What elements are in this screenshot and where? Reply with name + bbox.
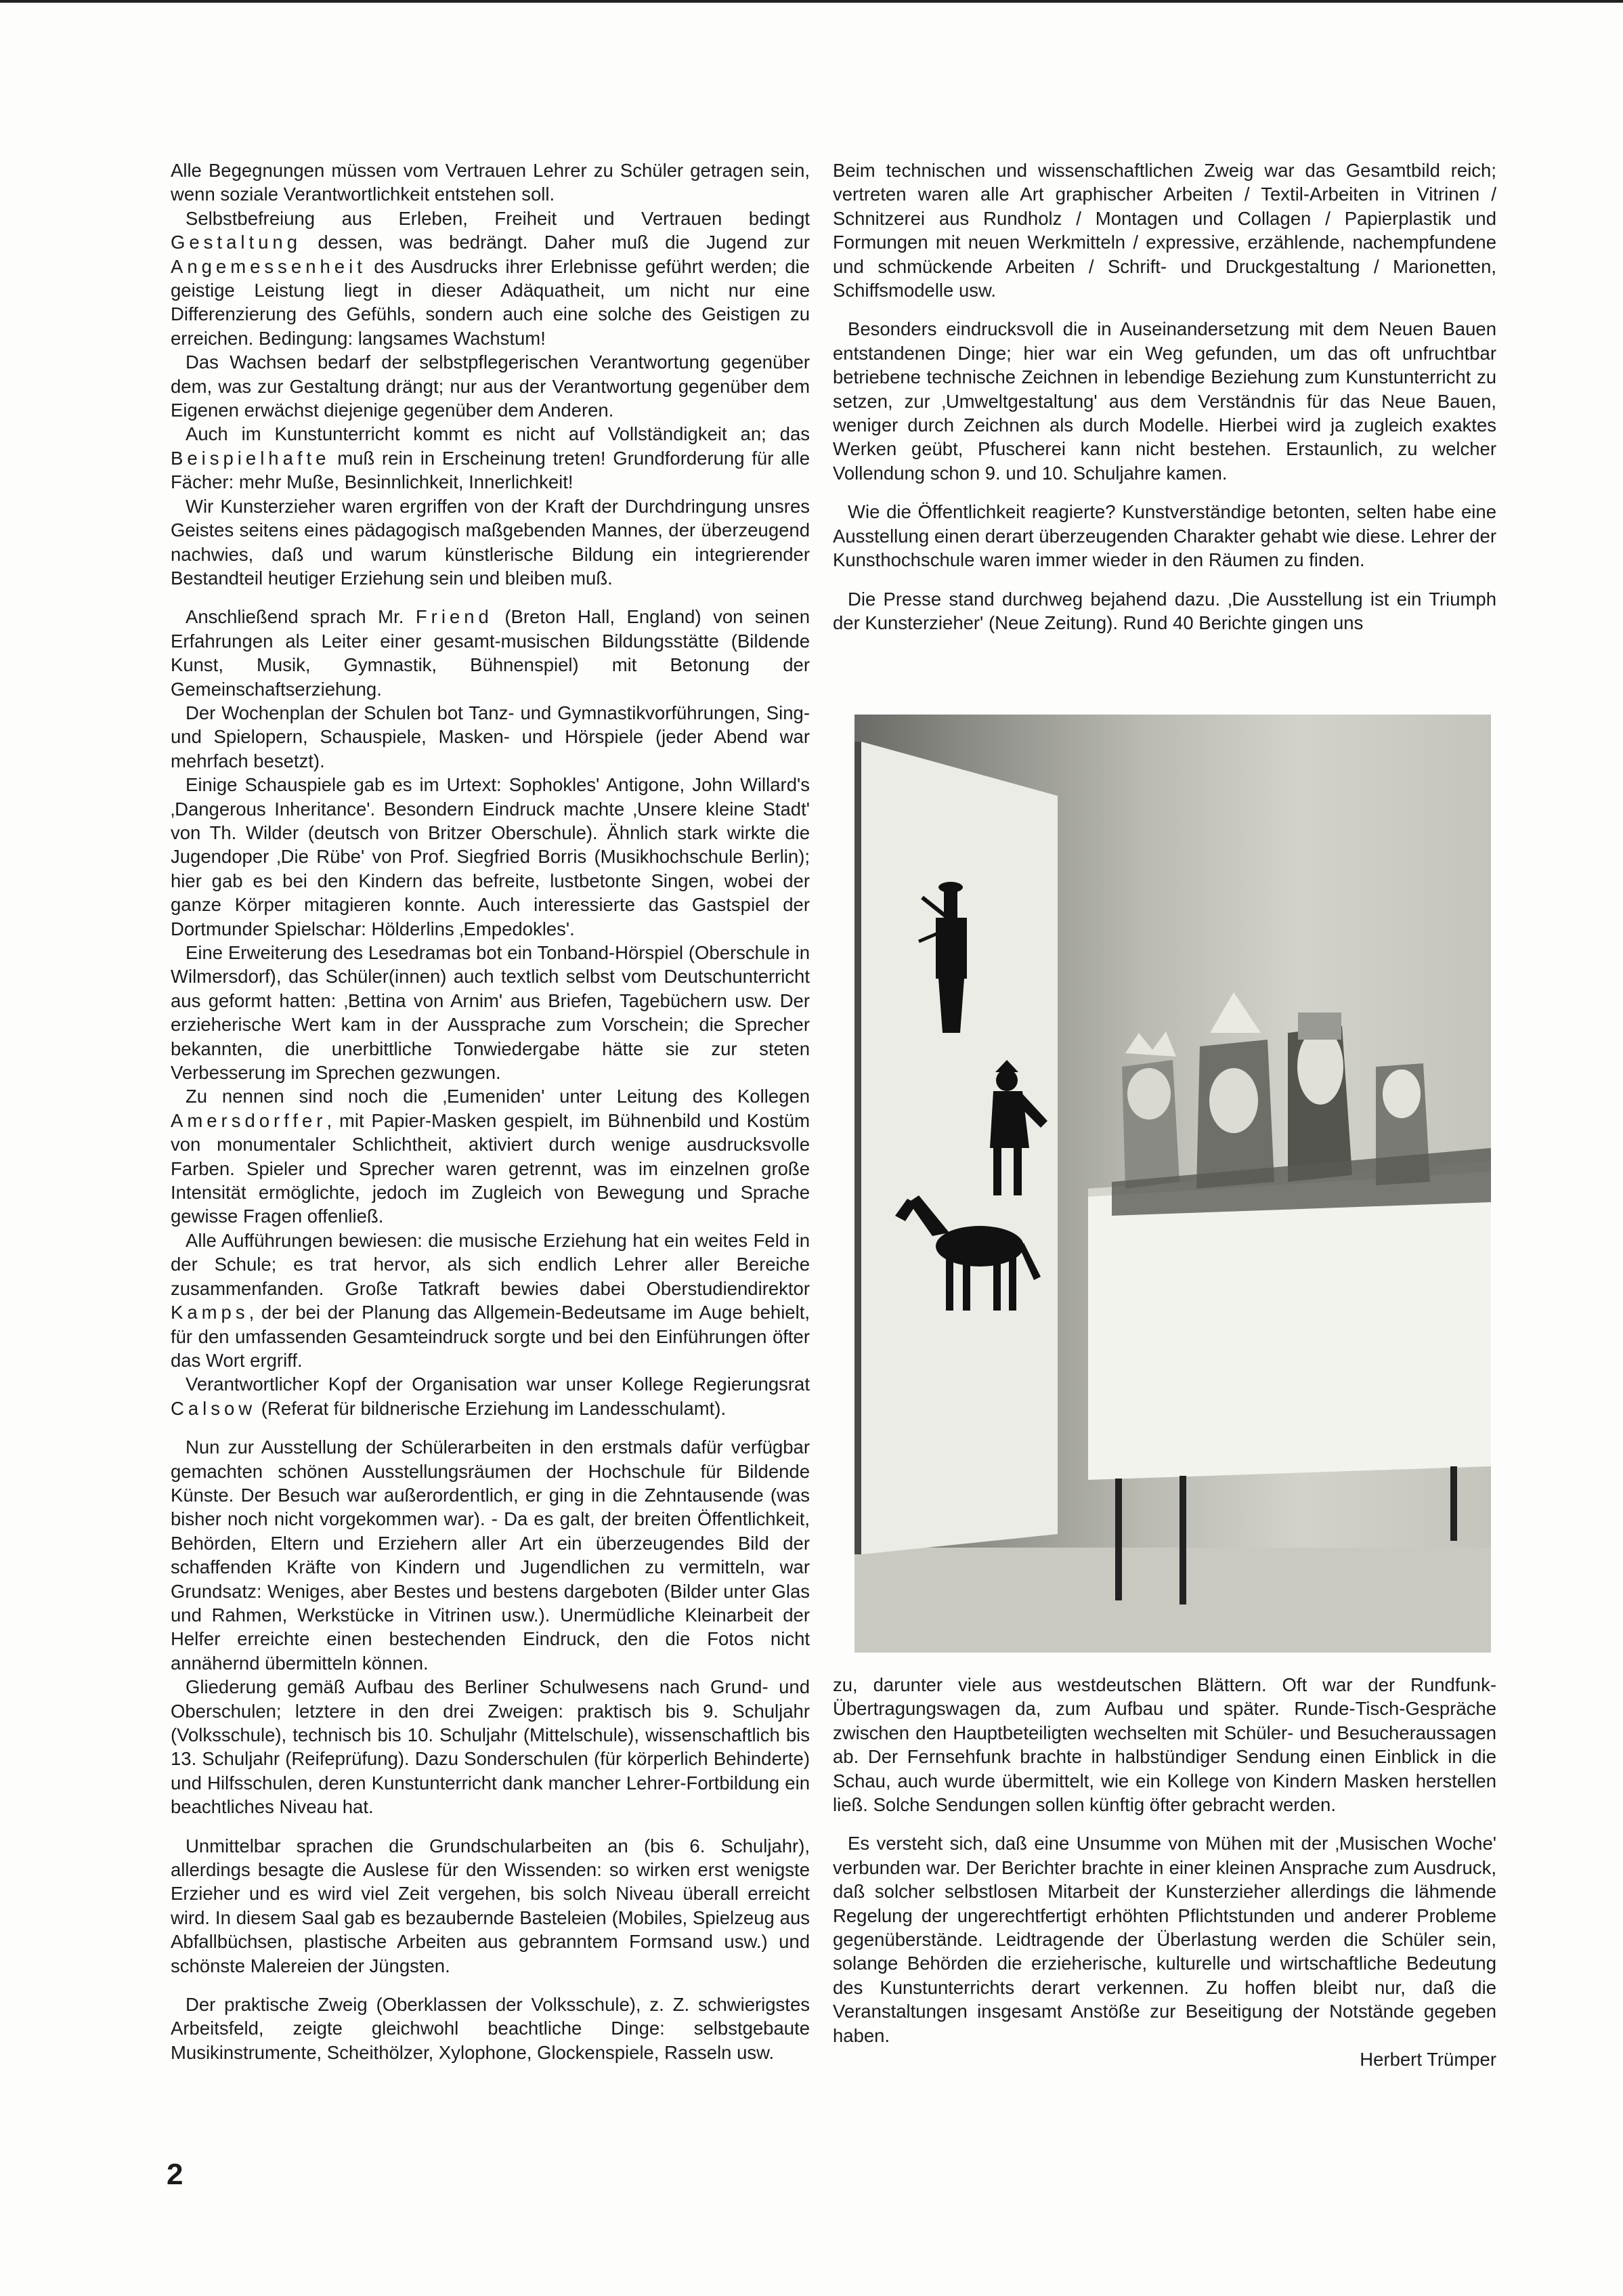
- right-column-top: [833, 158, 1496, 635]
- paragraph: Es versteht sich, daß eine Unsumme von Mühen mit der ‚Musischen Woche' verbunden war. Der Berichter brachte in einer kleinen Ansprache zum Ausdruck, daß solcher selbstlosen Mitarbeit der Kunsterzieher allerdings die lähmende Regelung der ungerechtfertigt erhöhten Pflichtstunden und anderer Probleme gegenüberstände. Leidtragende der Überlastung werden die Schüler sein, solange Behörden die erzieherische, kulturelle und wirtschaftliche Bedeutung des Kunstunterrichts derart verkennen. Zu hoffen bleibt nur, daß die Veranstaltungen insgesamt Anstöße zur Beseitigung der Notstände gegeben haben.: [833, 1833, 1496, 2046]
- paragraph: Unmittelbar sprachen die Grundschularbeiten an (bis 6. Schuljahr), allerdings besagte die Auslese für den Wissenden: so wirken erst wenigste Erzieher und es wird viel Zeit vergehen, bis solch Niveau überall erreicht wird. In diesem Saal gab es bezaubernde Basteleien (Mobiles, Spielzeug aus Abfallbüchsen, plastische Arbeiten aus gebranntem Formsand usw.) und schönste Malereien der Jüngsten.: [171, 1835, 810, 1976]
- left-column: [171, 158, 810, 2064]
- paragraph: Selbstbefreiung aus Erleben, Freiheit und Vertrauen bedingt Gestaltung dessen, was bedrängt. Daher muß die Jugend zur Angemessenheit des Ausdrucks ihrer Erlebnisse geführt werden; die geistige Leistung liegt in dieser Adäquatheit, um nicht nur eine Differenzierung des Gefühls, sondern auch eine solche des Geistigen zu erreichen. Bedingung: langsames Wachstum!: [171, 207, 810, 349]
- photo-drawing: [854, 715, 1491, 1653]
- exhibition-photo: [854, 715, 1491, 1653]
- paragraph: Der praktische Zweig (Oberklassen der Volksschule), z. Z. schwierigstes Arbeitsfeld, zeigte gleichwohl beachtliche Dinge: selbstgebaute Musikinstrumente, Scheithölzer, Xylophone, Glockenspiele, Rasseln usw.: [171, 1994, 810, 2063]
- mask-2: [1196, 992, 1274, 1189]
- paragraph: Alle Begegnungen müssen vom Vertrauen Lehrer zu Schüler getragen sein, wenn soziale Verantwortlichkeit entstehen soll.: [171, 160, 810, 205]
- paragraph: zu, darunter viele aus westdeutschen Blättern. Oft war der Rundfunk-Übertragungswagen da, zum Aufbau und später. Runde-Tisch-Gespräche zwischen den Hauptbeteiligten wechselten mit Schüler- und Besucheraussagen ab. Der Fernsehfunk brachte in halbstündiger Sendung einen Einblick in die Schau, auch wurde übermittelt, wie ein Kollege von Kindern Masken herstellen ließ. Solche Sendungen sollen künftig öfter gebracht werden.: [833, 1674, 1496, 1816]
- paragraph: Eine Erweiterung des Lesedramas bot ein Tonband-Hörspiel (Oberschule in Wilmersdorf), das Schüler(innen) auch textlich selbst vom Deutschunterricht aus geformt hatten: ‚Bettina von Arnim' aus Briefen, Tagebüchern usw. Der erzieherische Wert kam in der Aussprache zum Vorschein; die Sprecher bekannten, die unerbittliche Tonwiedergabe hätte sie zur steten Verbesserung im Sprechen gezwungen.: [171, 942, 810, 1084]
- paragraph: Das Wachsen bedarf der selbstpflegerischen Verantwortung gegenüber dem, was zur Gestaltung drängt; nur aus der Verantwortung gegenüber dem Eigenen erwächst diejenige gegenüber dem Anderen.: [171, 352, 810, 421]
- page-number: 2: [167, 2158, 183, 2191]
- paragraph: Besonders eindrucksvoll die in Auseinandersetzung mit dem Neuen Bauen entstandenen Dinge; hier war ein Weg gefunden, um das oft unfruchtbar betriebene technische Zeichnen in lebendige Beziehung zum Kunstunterricht zu setzen, zur ‚Umweltgestaltung' aus dem Verständnis für das Neue Bauen, weniger durch Zeichnen als durch Modelle. Hierbei wird ja zugleich exaktes Werken geübt, Pfuscherei kann nicht bestehen. Erstaunlich, zu welcher Vollendung schon 9. und 10. Schuljahre kamen.: [833, 318, 1496, 484]
- paragraph: Verantwortlicher Kopf der Organisation war unser Kollege Regierungsrat Calsow (Referat für bildnerische Erziehung im Landesschulamt).: [171, 1374, 810, 1419]
- paragraph: Anschließend sprach Mr. Friend (Breton Hall, England) von seinen Erfahrungen als Leiter einer gesamt-musischen Bildungsstätte (Bildende Kunst, Musik, Gymnastik, Bühnenspiel) mit Betonung der Gemeinschaftserziehung.: [171, 606, 810, 700]
- top-rule: [0, 0, 1623, 3]
- paragraph: Wir Kunsterzieher waren ergriffen von der Kraft der Durchdringung unsres Geistes seitens eines pädagogisch maßgebenden Mannes, der überzeugend nachwies, daß und warum künstlerische Bildung ein integrierender Bestandteil heutiger Erziehung sein und bleiben muß.: [171, 495, 810, 589]
- paragraph: Einige Schauspiele gab es im Urtext: Sophokles' Antigone, John Willard's ‚Dangerous Inheritance'. Besondern Eindruck machte ‚Unsere kleine Stadt' von Th. Wilder (deutsch von Britzer Oberschule). Ähnlich stark wirkte die Jugendoper ‚Die Rübe' von Prof. Siegfried Borris (Musikhochschule Berlin); hier gab es bei den Kindern das befreite, lustbetonte Singen, wobei der ganze Körper mitagieren konnte. Auch interessierte das Gastspiel der Dortmunder Spielschar: Hölderlins ‚Empedokles'.: [171, 774, 810, 939]
- paragraph: Gliederung gemäß Aufbau des Berliner Schulwesens nach Grund- und Oberschulen; letztere in den drei Zweigen: praktisch bis 9. Schuljahr (Volksschule), technisch bis 10. Schuljahr (Mittelschule), wissenschaftlich bis 13. Schuljahr (Reifeprüfung). Dazu Sonderschulen (für körperlich Behinderte) und Hilfsschulen, deren Kunstunterricht dank mancher Lehrer-Fortbildung ein beachtliches Niveau hat.: [171, 1676, 810, 1818]
- paragraph: Alle Aufführungen bewiesen: die musische Erziehung hat ein weites Feld in der Schule; es trat hervor, als sich endlich Lehrer aller Bereiche zusammenfanden. Große Tatkraft bewies dabei Oberstudiendirektor Kamps, der bei der Planung das Allgemein-Bedeutsame im Auge behielt, für den umfassenden Gesamteindruck sorgte und bei den Einführungen öfter das Wort ergriff.: [171, 1229, 810, 1371]
- paragraph: Nun zur Ausstellung der Schülerarbeiten in den erstmals dafür verfügbar gemachten schönen Ausstellungsräumen der Hochschule für Bildende Künste. Der Besuch war außerordentlich, er ging in die Zehntausende (was bisher noch nicht vorgekommen war). - Da es galt, der breiten Öffentlichkeit, Behörden, Eltern und Erziehern aller Art ein überzeugendes Bild der schaffenden Kräfte von Kindern und Jugendlichen zu vermitteln, war Grundsatz: Weniges, aber Bestes und bestens dargeboten (Bilder unter Glas und Rahmen, Werkstücke in Vitrinen usw.). Unermüdliche Kleinarbeit der Helfer erreichte einen bestechenden Eindruck, den die Fotos nicht annähernd übermitteln können.: [171, 1437, 810, 1674]
- cabinet-leg: [1180, 1476, 1186, 1604]
- mask-1: [1122, 1032, 1180, 1189]
- mask-3: [1288, 1013, 1352, 1182]
- paragraph: Zu nennen sind noch die ‚Eumeniden' unter Leitung des Kollegen Amersdorffer, mit Papier-Masken gespielt, im Bühnenbild und Kostüm von monumentaler Schlichtheit, aktiviert durch wenige ausdrucksvolle Farben. Spieler und Sprecher waren getrennt, was im einzelnen große Intensität ermöglichte, jedoch im Zugleich von Bewegung und Sprache gewisse Fragen offenließ.: [171, 1086, 810, 1227]
- paragraph: Die Presse stand durchweg bejahend dazu. ‚Die Ausstellung ist ein Triumph der Kunsterzieher' (Neue Zeitung). Rund 40 Berichte gingen uns: [833, 588, 1496, 633]
- floor: [854, 1548, 1491, 1653]
- cabinet-leg: [1115, 1479, 1122, 1600]
- paragraph: Beim technischen und wissenschaftlichen Zweig war das Gesamtbild reich; vertreten waren alle Art graphischer Arbeiten / Textil-Arbeiten in Vitrinen / Schnitzerei aus Rundholz / Montagen und Collagen / Papierplastik und Formungen mit neuen Werkmitteln / expressive, erzählende, nachempfundene und schmückende Arbeiten / Schrift- und Druckgestaltung / Marionetten, Schiffsmodelle usw.: [833, 160, 1496, 301]
- right-column-bottom: [833, 1673, 1496, 2072]
- paragraph: Wie die Öffentlichkeit reagierte? Kunstverständige betonten, selten habe eine Ausstellung einen derart überzeugenden Charakter gehabt wie diese. Lehrer der Kunsthochschule waren immer wieder in den Räumen zu finden.: [833, 501, 1496, 571]
- paragraph: Auch im Kunstunterricht kommt es nicht auf Vollständigkeit an; das Beispielhafte muß rein in Erscheinung treten! Grundforderung für alle Fächer: mehr Muße, Besinnlichkeit, Innerlichkeit!: [171, 423, 810, 493]
- author-signature: Herbert Trümper: [1360, 2049, 1496, 2070]
- cabinet-leg: [1450, 1466, 1457, 1541]
- paragraph: Der Wochenplan der Schulen bot Tanz- und Gymnastikvorführungen, Sing- und Spielopern, Schauspiele, Masken- und Hörspiele (jeder Abend war mehrfach besetzt).: [171, 702, 810, 771]
